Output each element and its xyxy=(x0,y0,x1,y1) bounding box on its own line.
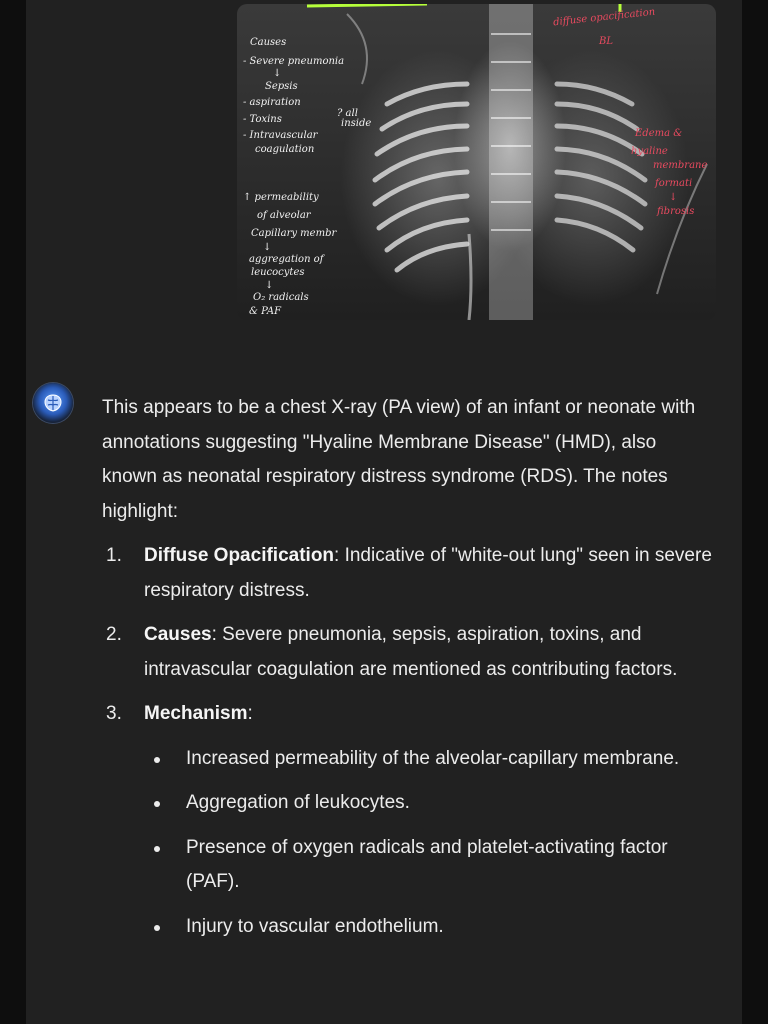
findings-list xyxy=(102,539,712,944)
note-line: formati xyxy=(655,178,693,189)
note-line: Capillary membr xyxy=(251,228,337,239)
note-line: ↓ xyxy=(263,242,272,253)
note-line: ↓ xyxy=(273,68,282,79)
item-title: Mechanism xyxy=(144,703,248,724)
right-margin xyxy=(742,0,768,1024)
bullet-dot xyxy=(154,801,160,807)
bullet-item xyxy=(144,831,712,900)
bullet-dot xyxy=(154,757,160,763)
item-text: : Indicative of "white-out lung" seen in severe respiratory distress. xyxy=(144,545,712,601)
right-ribs xyxy=(557,84,645,250)
note-line: BL xyxy=(599,36,613,47)
note-line: ↓ xyxy=(669,192,678,203)
note-line: - aspiration xyxy=(243,97,301,108)
uploaded-xray-image[interactable] xyxy=(237,4,716,320)
note-line: O₂ radicals xyxy=(253,292,309,303)
assistant-message xyxy=(102,391,712,944)
list-number: 1. xyxy=(106,545,122,566)
note-line: - Severe pneumonia xyxy=(243,56,345,67)
note-line: Sepsis xyxy=(265,81,298,92)
mechanism-list xyxy=(144,742,712,945)
item-title: Causes xyxy=(144,624,212,645)
bullet-dot xyxy=(154,925,160,931)
note-line: hyaline xyxy=(631,146,668,157)
note-line: ↑ permeability xyxy=(243,192,319,203)
note-line: of alveolar xyxy=(257,210,311,221)
bullet-text: Presence of oxygen radicals and platelet-activating factor (PAF). xyxy=(186,836,668,892)
note-line: coagulation xyxy=(255,144,315,155)
bullet-text: Aggregation of leukocytes. xyxy=(186,792,410,813)
item-title: Diffuse Opacification xyxy=(144,545,335,566)
note-line: Edema & xyxy=(635,128,683,139)
note-line: ↓ xyxy=(265,280,274,291)
bullet-dot xyxy=(154,846,160,852)
note-line: inside xyxy=(341,118,372,129)
note-line: fibrosis xyxy=(657,206,695,217)
note-line: leucocytes xyxy=(251,267,305,278)
bullet-text: Increased permeability of the alveolar-capillary membrane. xyxy=(186,747,680,769)
spine xyxy=(489,4,533,320)
bullet-text: Injury to vascular endothelium. xyxy=(186,915,444,937)
list-item xyxy=(102,539,712,608)
bullet-item xyxy=(144,910,712,945)
list-item xyxy=(102,618,712,687)
note-line: - Toxins xyxy=(243,114,282,125)
green-highlight-mark xyxy=(307,4,427,6)
list-item xyxy=(102,697,712,944)
note-line: ? all xyxy=(337,108,358,119)
brain-icon xyxy=(42,392,64,414)
note-causes: Causes xyxy=(250,37,287,48)
item-text: : Severe pneumonia, sepsis, aspiration, toxins, and intravascular coagulation are mentioned as contributing factors. xyxy=(144,624,678,680)
note-diffuse-opacification: diffuse opacification xyxy=(552,6,656,29)
bullet-item xyxy=(144,786,712,821)
left-ribs xyxy=(375,84,467,270)
note-line: & PAF xyxy=(249,306,282,317)
list-number: 3. xyxy=(106,703,122,724)
assistant-avatar xyxy=(33,383,73,423)
note-line: membrane xyxy=(653,160,708,171)
message-intro: This appears to be a chest X-ray (PA view) of an infant or neonate with annotations suggesting "Hyaline Membrane Disease" (HMD), also known as neonatal respiratory distress syndrome (RDS). The notes highlight: xyxy=(102,397,696,522)
note-line: aggregation of xyxy=(249,254,324,265)
xray-anatomy xyxy=(237,4,716,320)
left-margin xyxy=(0,0,26,1024)
list-number: 2. xyxy=(106,624,122,645)
item-text: : xyxy=(247,703,253,724)
bullet-item xyxy=(144,742,712,777)
note-line: - Intravascular xyxy=(243,130,318,141)
